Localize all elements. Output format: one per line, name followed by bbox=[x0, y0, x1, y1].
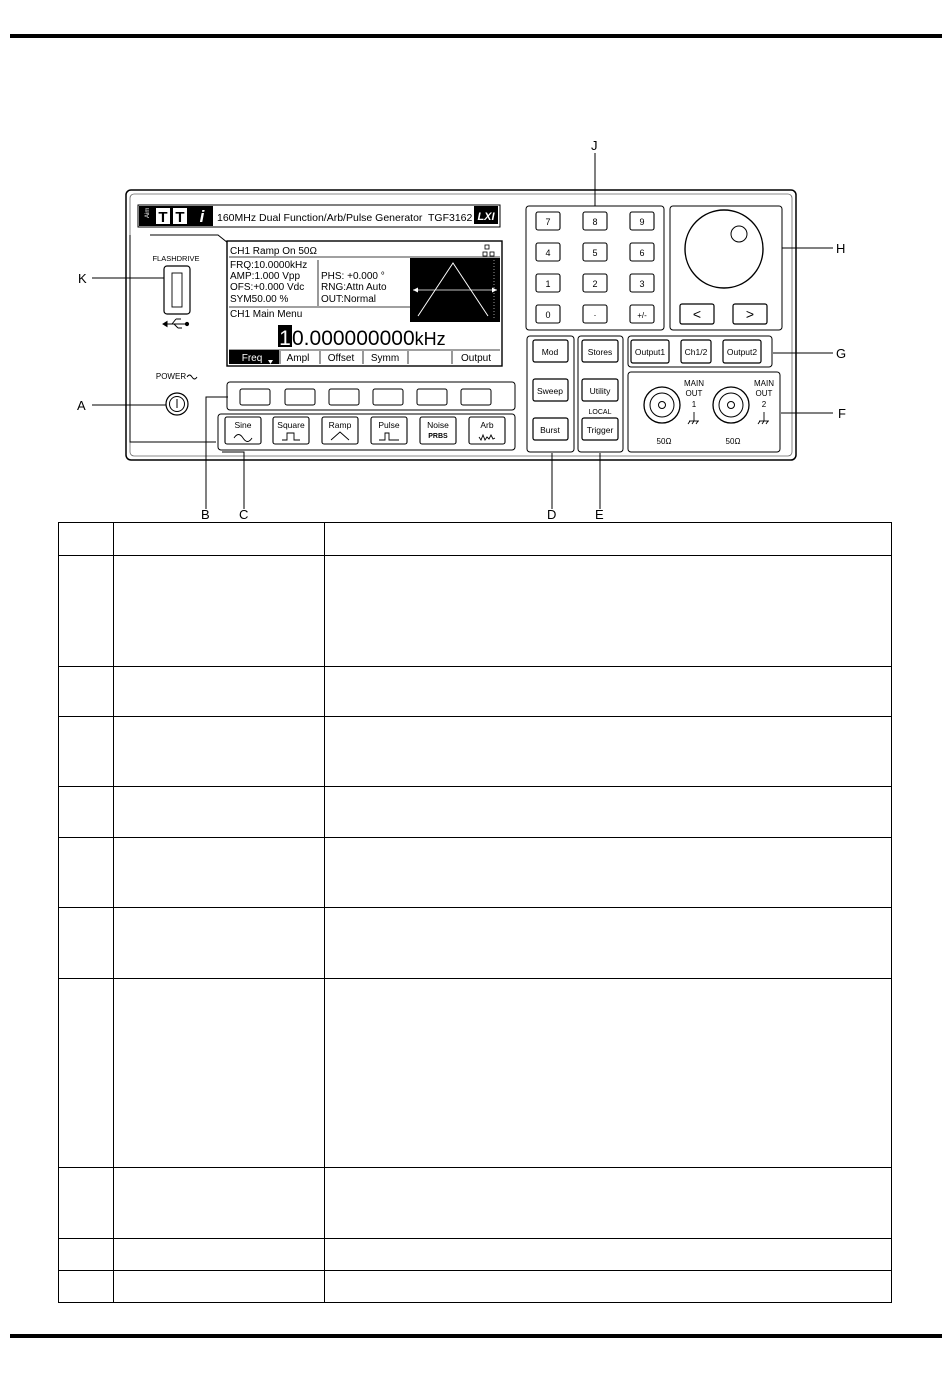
svg-text:1: 1 bbox=[545, 279, 551, 289]
menu-title: CH1 Main Menu bbox=[230, 309, 303, 320]
softkey-label-4: Symm bbox=[370, 353, 400, 364]
output2-key[interactable] bbox=[723, 340, 761, 363]
table-cell bbox=[114, 1168, 325, 1239]
table-cell bbox=[59, 908, 114, 979]
softkey-4[interactable] bbox=[373, 389, 403, 405]
callout-j: J bbox=[591, 138, 598, 153]
knob-finger-dimple bbox=[731, 226, 747, 242]
softkey-label-3: Offset bbox=[327, 353, 355, 364]
table-cell bbox=[114, 523, 325, 556]
table-cell bbox=[59, 787, 114, 838]
table-cell bbox=[325, 979, 892, 1168]
svg-text:9: 9 bbox=[639, 217, 645, 227]
pulse-key[interactable] bbox=[371, 417, 407, 444]
table-row bbox=[59, 667, 892, 717]
callout-h: H bbox=[836, 241, 846, 256]
table-cell bbox=[59, 1239, 114, 1271]
table-cell bbox=[325, 717, 892, 787]
table-row bbox=[59, 787, 892, 838]
svg-text:Output2: Output2 bbox=[726, 347, 758, 357]
table-cell bbox=[325, 1239, 892, 1271]
mod-key[interactable] bbox=[533, 340, 568, 362]
svg-text:8: 8 bbox=[592, 217, 598, 227]
callout-a: A bbox=[77, 398, 86, 413]
utility-key[interactable] bbox=[582, 379, 618, 401]
key-8[interactable] bbox=[583, 212, 607, 230]
softkey-2[interactable] bbox=[285, 389, 315, 405]
callout-k: K bbox=[78, 271, 87, 286]
table-cell bbox=[325, 1271, 892, 1303]
param-amplitude: AMP:1.000 Vpp bbox=[230, 271, 301, 282]
output1-key[interactable] bbox=[631, 340, 669, 363]
svg-text:2: 2 bbox=[592, 279, 598, 289]
cursor-right-key[interactable] bbox=[733, 304, 767, 324]
callout-b: B bbox=[201, 507, 210, 520]
table-cell bbox=[114, 838, 325, 908]
softkey-3[interactable] bbox=[329, 389, 359, 405]
key-2[interactable] bbox=[583, 274, 607, 292]
svg-text:0: 0 bbox=[545, 310, 551, 320]
table-cell bbox=[325, 556, 892, 667]
svg-text:PRBS: PRBS bbox=[428, 433, 448, 440]
table-cell bbox=[59, 838, 114, 908]
softkey-6[interactable] bbox=[461, 389, 491, 405]
key-plus-minus[interactable] bbox=[630, 305, 654, 323]
callout-c: C bbox=[239, 507, 249, 520]
key-4[interactable] bbox=[536, 243, 560, 261]
table-row bbox=[59, 1239, 892, 1271]
softkey-label-6: Output bbox=[460, 353, 492, 364]
stores-key[interactable] bbox=[582, 340, 618, 362]
cursor-left-key[interactable] bbox=[680, 304, 714, 324]
key-7[interactable] bbox=[536, 212, 560, 230]
svg-text:LXI: LXI bbox=[477, 211, 495, 223]
noise-key[interactable] bbox=[420, 417, 456, 444]
display-header: CH1 Ramp On 50Ω bbox=[230, 246, 317, 257]
svg-text:Ramp: Ramp bbox=[328, 420, 352, 430]
table-cell bbox=[325, 667, 892, 717]
svg-text:1: 1 bbox=[691, 400, 697, 409]
param-symmetry: SYM50.00 % bbox=[230, 294, 289, 305]
svg-text:Sine: Sine bbox=[234, 420, 252, 430]
out1-impedance: 50Ω bbox=[656, 437, 672, 446]
svg-text:4: 4 bbox=[545, 248, 551, 258]
table-cell bbox=[114, 908, 325, 979]
svg-text:Arb: Arb bbox=[480, 420, 494, 430]
value-digits: 0.000000000kHz bbox=[292, 327, 446, 350]
softkey-label-2: Ampl bbox=[286, 353, 310, 364]
table-cell bbox=[59, 667, 114, 717]
out2-impedance: 50Ω bbox=[725, 437, 741, 446]
table-row bbox=[59, 838, 892, 908]
param-phase: PHS: +0.000 ° bbox=[321, 271, 385, 282]
svg-text:Trigger: Trigger bbox=[586, 425, 614, 435]
table-row bbox=[59, 556, 892, 667]
table-row bbox=[59, 1271, 892, 1303]
table-row bbox=[59, 908, 892, 979]
table-cell bbox=[114, 556, 325, 667]
table-row bbox=[59, 1168, 892, 1239]
ch12-key[interactable] bbox=[681, 340, 711, 363]
table-cell bbox=[325, 523, 892, 556]
svg-text:Utility: Utility bbox=[589, 386, 611, 396]
callout-d: D bbox=[547, 507, 557, 520]
svg-text:2: 2 bbox=[761, 400, 767, 409]
power-label: POWER bbox=[155, 372, 187, 381]
svg-text:5: 5 bbox=[592, 248, 598, 258]
param-output: OUT:Normal bbox=[321, 294, 377, 305]
svg-text:Burst: Burst bbox=[540, 425, 560, 435]
table-cell bbox=[114, 717, 325, 787]
softkey-label-1: Freq bbox=[241, 353, 263, 364]
param-offset: OFS:+0.000 Vdc bbox=[230, 282, 305, 293]
table-cell bbox=[59, 717, 114, 787]
table-cell bbox=[59, 979, 114, 1168]
bottom-rule bbox=[10, 1334, 942, 1338]
model-title: 160MHz Dual Function/Arb/Pulse Generator bbox=[217, 212, 423, 224]
rotary-control-knob[interactable] bbox=[685, 210, 763, 288]
svg-text:OUT: OUT bbox=[755, 389, 773, 398]
burst-key[interactable] bbox=[533, 418, 568, 440]
value-cursor-digit: 1 bbox=[279, 327, 291, 350]
lcd-display bbox=[227, 241, 502, 366]
key-9[interactable] bbox=[630, 212, 654, 230]
svg-text:·: · bbox=[593, 310, 597, 320]
table-row bbox=[59, 717, 892, 787]
callout-e: E bbox=[595, 507, 604, 520]
table-cell bbox=[114, 787, 325, 838]
softkey-1[interactable] bbox=[240, 389, 270, 405]
callout-g: G bbox=[836, 346, 847, 361]
svg-text:Output1: Output1 bbox=[634, 347, 666, 357]
svg-text:i: i bbox=[199, 207, 205, 226]
ramp-key[interactable] bbox=[322, 417, 358, 444]
callout-f: F bbox=[838, 406, 846, 421]
sweep-key[interactable] bbox=[533, 379, 568, 401]
svg-text:>: > bbox=[745, 306, 755, 322]
table-cell bbox=[325, 838, 892, 908]
key-5[interactable] bbox=[583, 243, 607, 261]
svg-text:Stores: Stores bbox=[587, 347, 613, 357]
table-cell bbox=[325, 787, 892, 838]
table-cell bbox=[59, 523, 114, 556]
svg-text:Pulse: Pulse bbox=[378, 420, 400, 430]
svg-text:Noise: Noise bbox=[427, 420, 449, 430]
table-cell bbox=[59, 1168, 114, 1239]
key-0[interactable] bbox=[536, 305, 560, 323]
svg-text:+/-: +/- bbox=[637, 311, 647, 320]
table-cell bbox=[325, 1168, 892, 1239]
key-6[interactable] bbox=[630, 243, 654, 261]
table-cell bbox=[114, 979, 325, 1168]
model-number: TGF3162 bbox=[428, 212, 473, 224]
table-cell bbox=[59, 556, 114, 667]
svg-text:Mod: Mod bbox=[541, 347, 559, 357]
svg-text:Square: Square bbox=[277, 420, 305, 430]
sine-key[interactable] bbox=[225, 417, 261, 444]
svg-text:Sweep: Sweep bbox=[537, 386, 563, 396]
controls-description-table bbox=[58, 522, 892, 1303]
key-3[interactable] bbox=[630, 274, 654, 292]
main-out-1-bnc-connector[interactable] bbox=[644, 387, 680, 423]
trigger-key[interactable] bbox=[582, 418, 618, 440]
table-cell bbox=[114, 667, 325, 717]
table-cell bbox=[325, 908, 892, 979]
svg-text:OUT: OUT bbox=[685, 389, 703, 398]
flashdrive-label: FLASHDRIVE bbox=[152, 254, 200, 263]
svg-text:MAIN: MAIN bbox=[754, 379, 774, 388]
param-range: RNG:Attn Auto bbox=[321, 282, 387, 293]
key-1[interactable] bbox=[536, 274, 560, 292]
svg-text:7: 7 bbox=[545, 217, 551, 227]
main-out-2-bnc-connector[interactable] bbox=[713, 387, 749, 423]
svg-text:Aim: Aim bbox=[145, 207, 151, 218]
svg-text:3: 3 bbox=[639, 279, 645, 289]
table-cell bbox=[114, 1239, 325, 1271]
svg-text:6: 6 bbox=[639, 248, 645, 258]
table-cell bbox=[114, 1271, 325, 1303]
arb-key[interactable] bbox=[469, 417, 505, 444]
svg-text:T: T bbox=[175, 209, 185, 226]
table-cell bbox=[59, 1271, 114, 1303]
param-frequency: FRQ:10.0000kHz bbox=[230, 260, 308, 271]
table-row bbox=[59, 979, 892, 1168]
local-label: LOCAL bbox=[588, 409, 612, 416]
svg-text:MAIN: MAIN bbox=[684, 379, 704, 388]
square-key[interactable] bbox=[273, 417, 309, 444]
svg-text:T: T bbox=[158, 209, 168, 226]
softkey-5[interactable] bbox=[417, 389, 447, 405]
key-decimal-point[interactable] bbox=[583, 305, 607, 323]
front-panel-diagram bbox=[0, 0, 950, 520]
svg-text:Ch1/2: Ch1/2 bbox=[684, 347, 708, 357]
table-header-row bbox=[59, 523, 892, 556]
svg-text:<: < bbox=[692, 306, 702, 322]
